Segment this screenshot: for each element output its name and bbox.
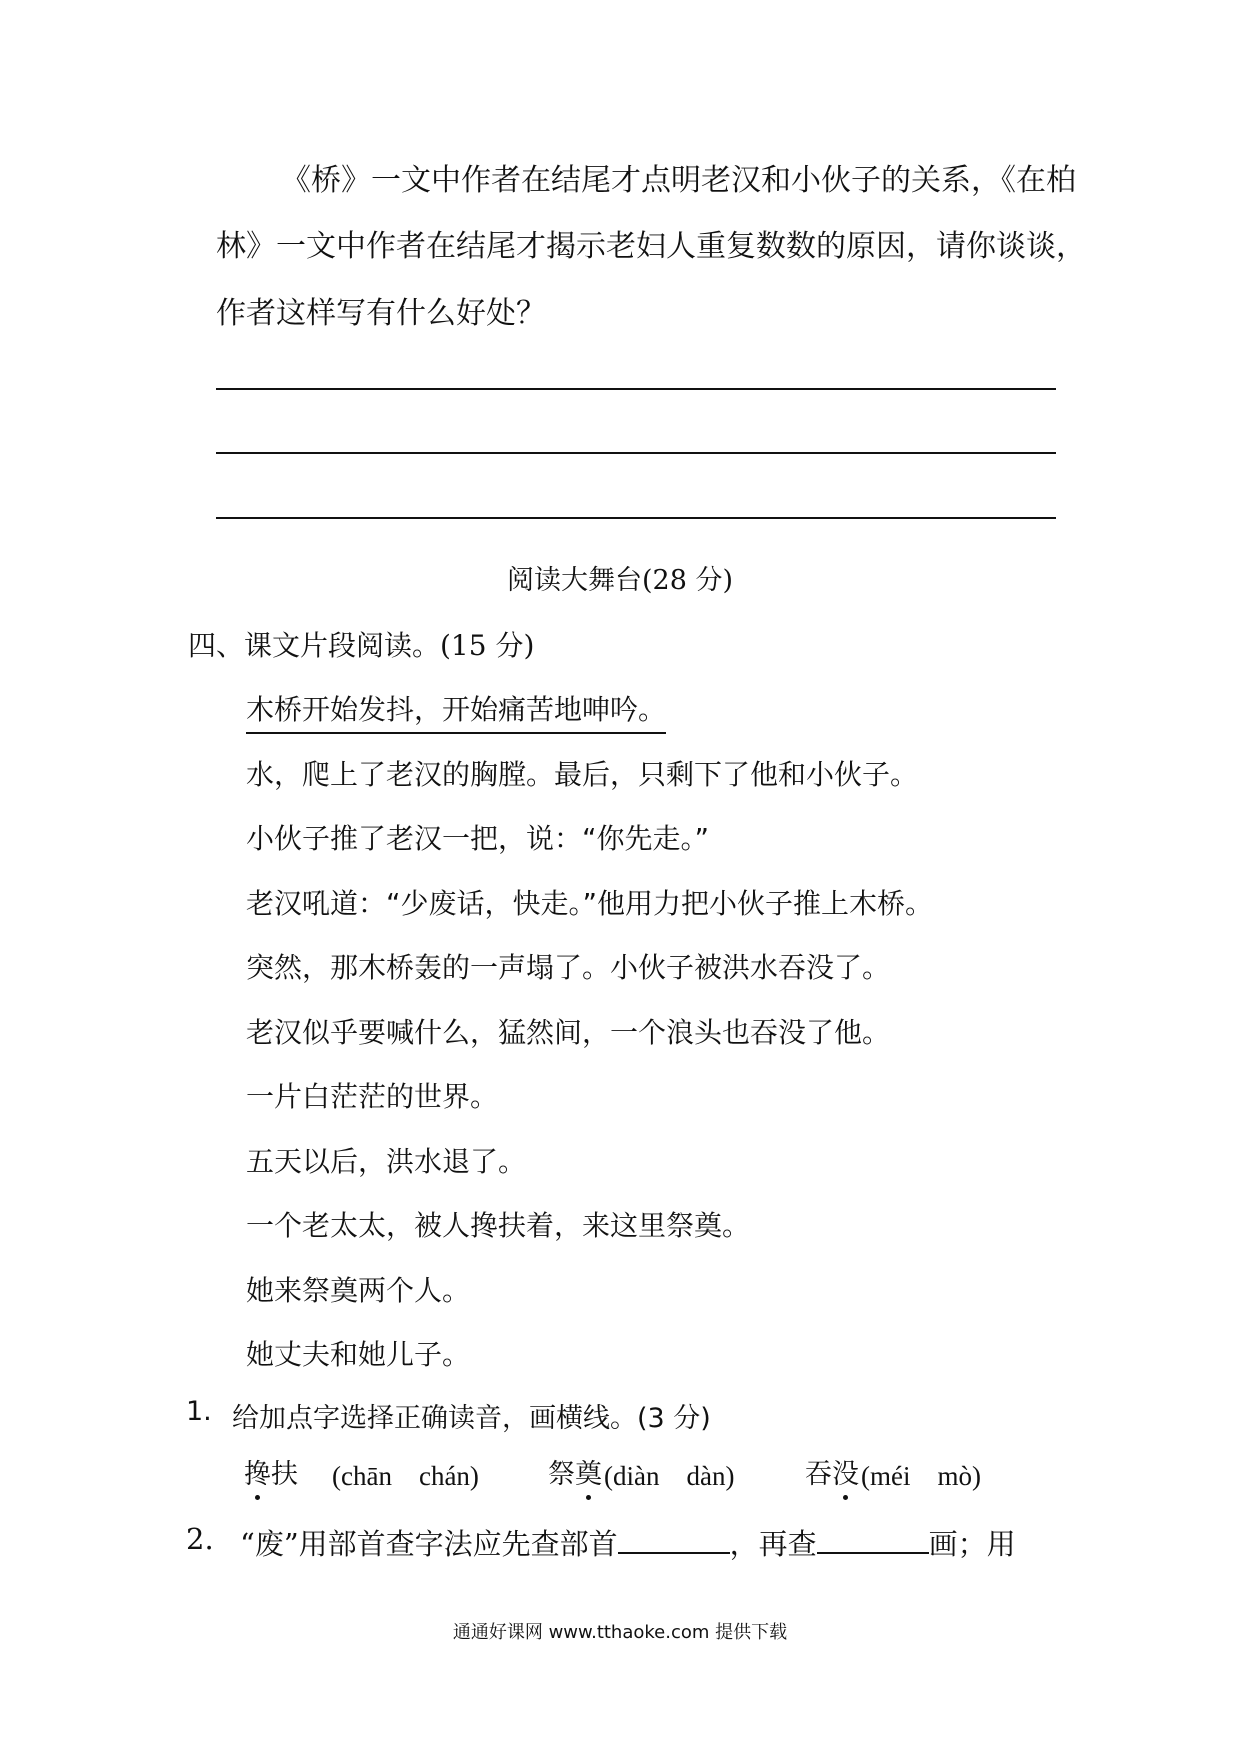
passage-line-10: 她来祭奠两个人。: [246, 1274, 471, 1307]
passage-line-3: 小伙子推了老汉一把，说：“你先走。”: [246, 822, 710, 855]
answer-line-1[interactable]: [216, 388, 1056, 390]
dotted-char: 奠: [575, 1452, 602, 1491]
stroke-count-blank[interactable]: [817, 1530, 929, 1554]
q1-item-3-options[interactable]: (méi mò): [861, 1461, 981, 1491]
q1-item-2[interactable]: 祭奠: [548, 1452, 602, 1491]
answer-line-2[interactable]: [216, 452, 1056, 454]
prompt-line-1: 《桥》一文中作者在结尾才点明老汉和小伙子的关系，《在柏: [281, 163, 1076, 198]
question-heading: 四、课文片段阅读。(15 分): [188, 629, 535, 662]
dotted-char: 搀: [244, 1452, 271, 1491]
passage-line-1: 木桥开始发抖，开始痛苦地呻吟。: [246, 688, 666, 734]
passage-line-6: 老汉似乎要喊什么，猛然间，一个浪头也吞没了他。: [246, 1016, 891, 1049]
passage-line-5: 突然，那木桥轰的一声塌了。小伙子被洪水吞没了。: [246, 951, 891, 984]
q2-text: “废”用部首查字法应先查部首 ，再查 画；用: [240, 1527, 1016, 1561]
passage-line-11: 她丈夫和她儿子。: [246, 1338, 471, 1371]
q1-number: 1.: [186, 1396, 212, 1427]
q1-text: 给加点字选择正确读音，画横线。(3 分): [232, 1403, 711, 1434]
q1-item-3[interactable]: 吞没: [805, 1452, 859, 1491]
passage-line-4: 老汉吼道：“少废话，快走。”他用力把小伙子推上木桥。: [246, 887, 934, 920]
prompt-line-2: 林》一文中作者在结尾才揭示老妇人重复数数的原因，请你谈谈，: [216, 229, 1086, 264]
answer-line-3[interactable]: [216, 517, 1056, 519]
passage-line-9: 一个老太太，被人搀扶着，来这里祭奠。: [246, 1209, 751, 1242]
q1-item-2-options[interactable]: (diàn dàn): [604, 1461, 735, 1491]
prompt-line-3: 作者这样写有什么好处？: [216, 296, 546, 331]
passage-line-2: 水，爬上了老汉的胸膛。最后，只剩下了他和小伙子。: [246, 758, 919, 791]
section-title: 阅读大舞台(28 分): [506, 565, 733, 596]
q2-number: 2.: [186, 1522, 214, 1556]
footer-text: 通通好课网 www.tthaoke.com 提供下载: [452, 1622, 788, 1643]
q1-item-1[interactable]: 搀扶: [244, 1452, 298, 1491]
radical-blank[interactable]: [618, 1530, 730, 1554]
q1-item-1-options[interactable]: (chān chán): [332, 1461, 479, 1491]
passage-line-8: 五天以后，洪水退了。: [246, 1145, 527, 1178]
dotted-char: 没: [832, 1452, 859, 1491]
passage-line-7: 一片白茫茫的世界。: [246, 1080, 499, 1113]
